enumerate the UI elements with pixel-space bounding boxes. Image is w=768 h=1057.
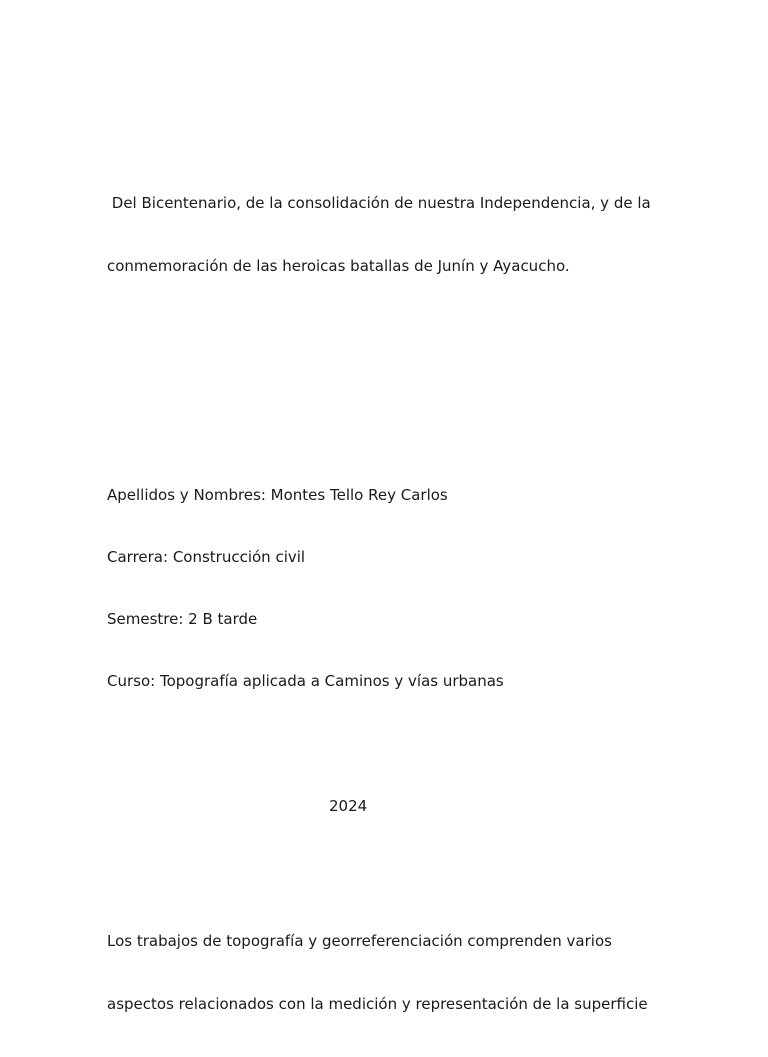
student-name-field: Apellidos y Nombres: Montes Tello Rey Carlos — [107, 486, 448, 504]
dedication-line-1: Del Bicentenario, de la consolidación de nuestra Independencia, y de la — [107, 194, 651, 212]
intro-line-2: aspectos relacionados con la medición y representación de la superficie — [107, 995, 648, 1013]
dedication-header — [107, 151, 667, 319]
semester-field: Semestre: 2 B tarde — [107, 610, 258, 628]
career-field: Carrera: Construcción civil — [107, 548, 306, 566]
intro-paragraph — [107, 889, 667, 1057]
year-label: 2024 — [329, 797, 368, 815]
intro-line-1: Los trabajos de topografía y georreferenciación comprenden varios — [107, 932, 612, 950]
dedication-line-2: conmemoración de las heroicas batallas de Junín y Ayacucho. — [107, 257, 570, 275]
course-field: Curso: Topografía aplicada a Caminos y vías urbanas — [107, 672, 504, 690]
